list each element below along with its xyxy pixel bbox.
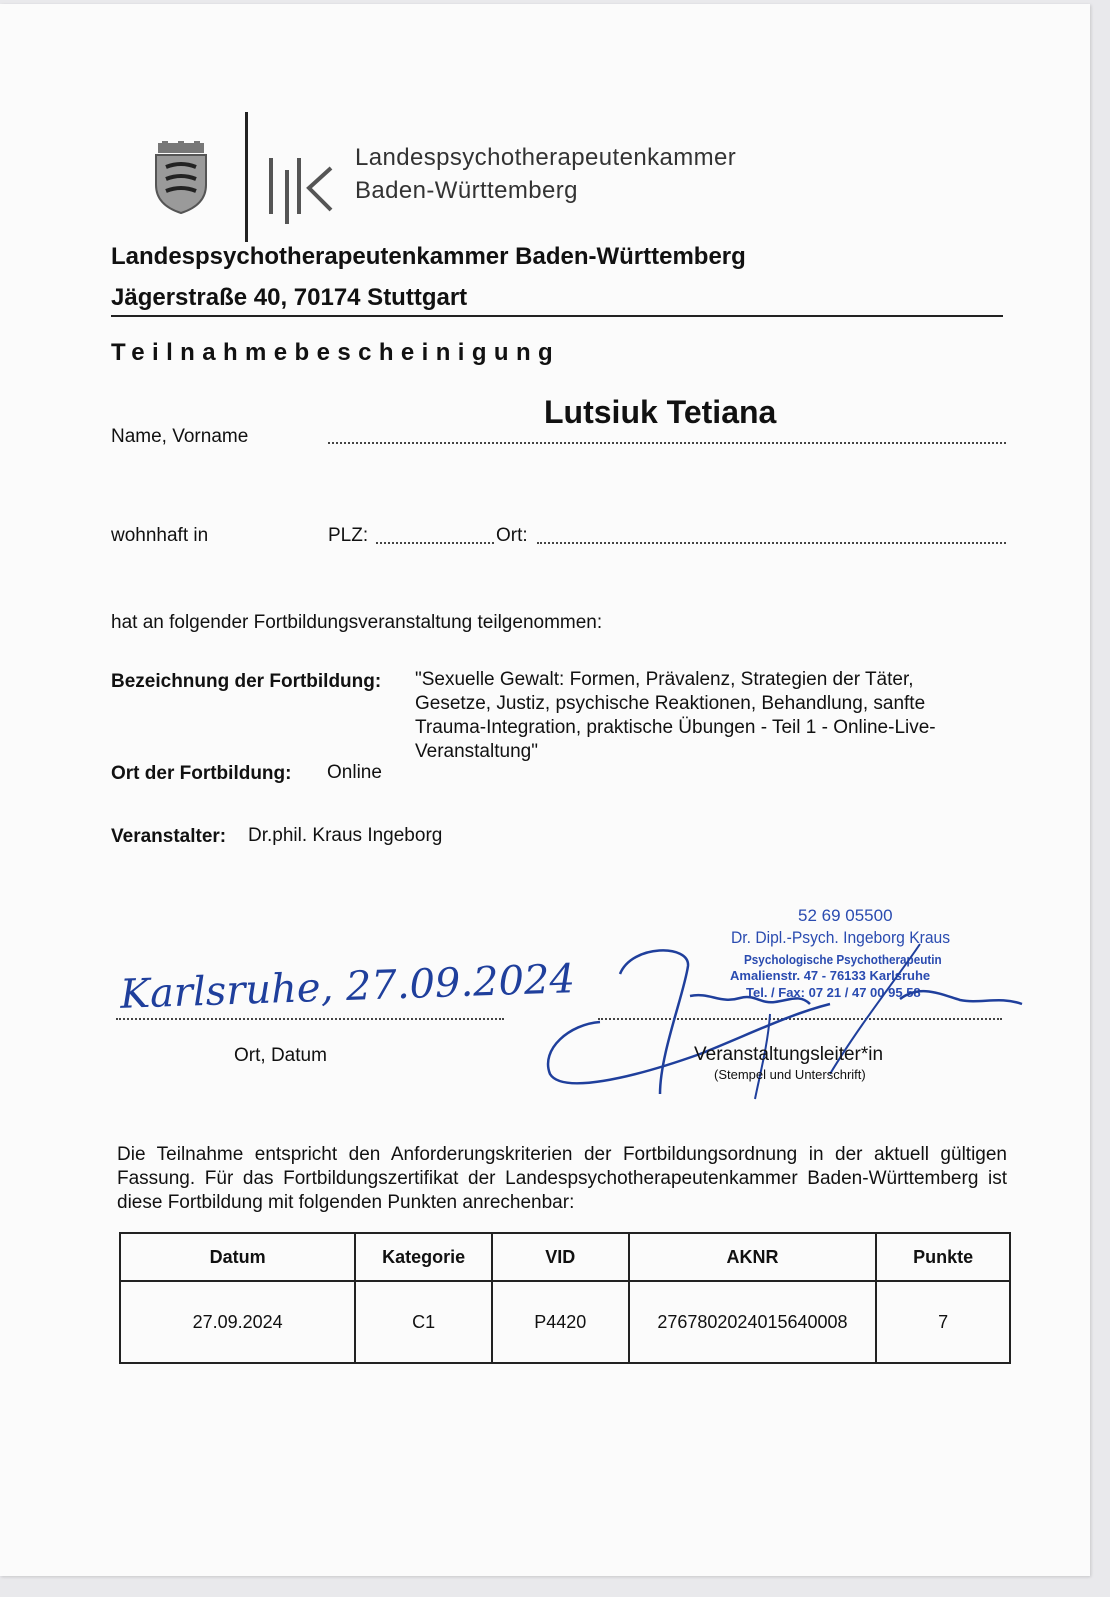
column-header-vid: VID bbox=[492, 1233, 629, 1281]
header-rule bbox=[111, 315, 1003, 317]
course-title-block bbox=[415, 668, 936, 764]
place-date-label: Ort, Datum bbox=[234, 1045, 327, 1066]
course-title-line: Trauma-Integration, praktische Übungen - Teil 1 - Online-Live- bbox=[415, 717, 936, 738]
ort-dotted-line bbox=[537, 542, 1006, 544]
place-date-dotted-line bbox=[116, 1018, 504, 1020]
residence-label: wohnhaft in bbox=[111, 525, 209, 546]
plz-label: PLZ: bbox=[328, 525, 369, 546]
leader-label: Veranstaltungsleiter*in bbox=[694, 1044, 884, 1065]
cell-aknr: 2767802024015640008 bbox=[629, 1281, 877, 1363]
cell-vid: P4420 bbox=[492, 1281, 629, 1363]
handwritten-place-date: Karlsruhe, 27.09.2024 bbox=[119, 956, 576, 1018]
table-row bbox=[120, 1281, 1010, 1363]
stamp-profession: Psychologische Psychotherapeutin bbox=[744, 952, 942, 967]
org-name-line2: Baden-Württemberg bbox=[355, 177, 578, 204]
leader-sublabel: (Stempel und Unterschrift) bbox=[714, 1067, 866, 1082]
cell-punkte: 7 bbox=[876, 1281, 1010, 1363]
organizer-value: Dr.phil. Kraus Ingeborg bbox=[248, 825, 443, 846]
points-table bbox=[119, 1232, 1011, 1364]
address-line2: Jägerstraße 40, 70174 Stuttgart bbox=[111, 284, 468, 311]
logo-divider bbox=[245, 112, 248, 242]
course-location-value: Online bbox=[327, 762, 382, 783]
cell-kategorie: C1 bbox=[355, 1281, 492, 1363]
course-title-line: "Sexuelle Gewalt: Formen, Prävalenz, Strategien der Täter, bbox=[415, 669, 914, 690]
stamp-address: Amalienstr. 47 - 76133 Karlsruhe bbox=[730, 968, 931, 983]
column-header-aknr: AKNR bbox=[629, 1233, 877, 1281]
stamp-name: Dr. Dipl.-Psych. Ingeborg Kraus bbox=[731, 928, 951, 947]
column-header-datum: Datum bbox=[120, 1233, 355, 1281]
document-title: Teilnahmebescheinigung bbox=[111, 339, 561, 366]
name-dotted-line bbox=[328, 442, 1006, 444]
name-label: Name, Vorname bbox=[111, 426, 249, 447]
org-name-line1: Landespsychotherapeutenkammer bbox=[355, 144, 737, 171]
stamp-number: 52 69 05500 bbox=[798, 906, 893, 925]
course-location-label: Ort der Fortbildung: bbox=[111, 763, 292, 784]
column-header-kategorie: Kategorie bbox=[355, 1233, 492, 1281]
intro-text: hat an folgender Fortbildungsveranstaltung teilgenommen: bbox=[111, 612, 603, 633]
course-title-label: Bezeichnung der Fortbildung: bbox=[111, 671, 382, 692]
participant-name: Lutsiuk Tetiana bbox=[544, 394, 777, 430]
plz-dotted-line bbox=[376, 542, 494, 544]
address-line1: Landespsychotherapeutenkammer Baden-Württemberg bbox=[111, 243, 746, 270]
course-title-line: Gesetze, Justiz, psychische Reaktionen, Behandlung, sanfte bbox=[415, 693, 926, 714]
organizer-label: Veranstalter: bbox=[111, 826, 227, 847]
ort-label: Ort: bbox=[496, 525, 528, 546]
course-title-line: Veranstaltung" bbox=[415, 741, 538, 762]
stamp-phone: Tel. / Fax: 07 21 / 47 00 95 58 bbox=[746, 985, 921, 1000]
svg-text:lpk: lpk bbox=[265, 138, 267, 139]
lpk-logo-mark bbox=[265, 138, 347, 224]
cell-datum: 27.09.2024 bbox=[120, 1281, 355, 1363]
certificate-page bbox=[0, 4, 1090, 1576]
column-header-punkte: Punkte bbox=[876, 1233, 1010, 1281]
table-header-row bbox=[120, 1233, 1010, 1281]
coat-of-arms-icon bbox=[152, 141, 210, 215]
accreditation-text: Die Teilnahme entspricht den Anforderungskriterien der Fortbildungsordnung in der aktuell gültigen Fassung. Für das Fortbildungszertifikat der Landespsychotherapeutenkammer Baden-Württemberg ist diese Fortbildung mit folgenden Punkten anrechenbar: bbox=[117, 1144, 1007, 1213]
